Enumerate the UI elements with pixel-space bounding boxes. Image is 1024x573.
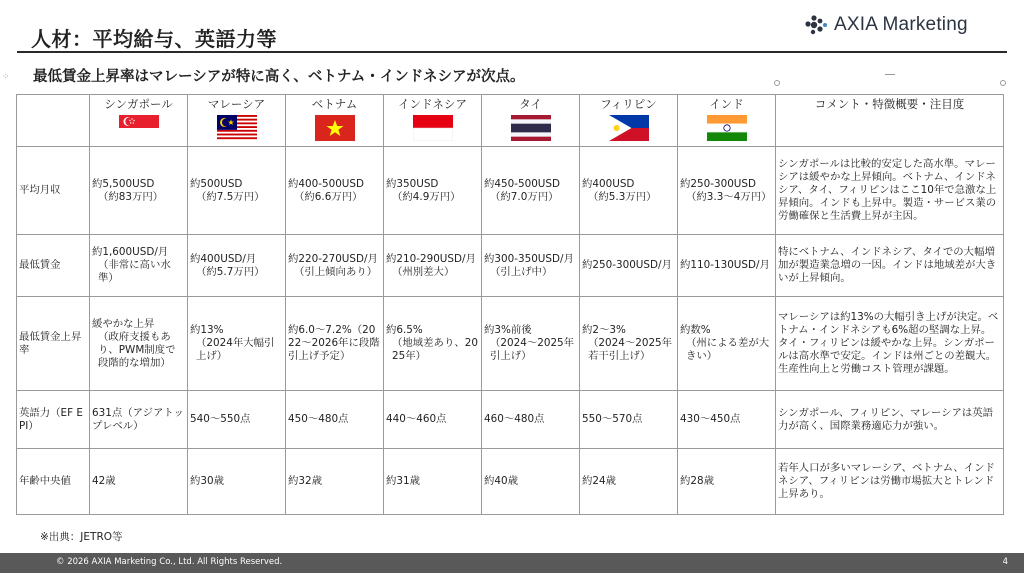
column-header	[286, 95, 384, 147]
comment-cell: 特にベトナム、インドネシア、タイでの大幅増加が製造業急増の一因。インドは地域差が大きいが上昇傾向。	[776, 235, 1004, 297]
table-cell	[580, 449, 678, 515]
table-cell	[90, 147, 188, 235]
table-cell	[678, 449, 776, 515]
indonesia-flag-icon	[413, 115, 453, 141]
cell-note: （約83万円）	[98, 190, 164, 203]
cell-value: 約数%	[680, 324, 711, 336]
cell-note: （政府支援もあり、PWM制度で段階的な増加）	[98, 330, 176, 369]
table-cell	[90, 391, 188, 449]
cell-note: （非常に高い水準）	[98, 259, 171, 284]
india-flag-icon	[707, 115, 747, 141]
resize-handle-icon[interactable]	[774, 80, 780, 86]
cell-note: （約5.7万円）	[196, 265, 265, 278]
cell-value: 約13%	[190, 324, 224, 336]
cell-value: 約350USD	[386, 177, 439, 190]
country-name: フィリピン	[600, 97, 657, 111]
table-cell	[580, 147, 678, 235]
cell-value: 約2～3%	[582, 324, 626, 336]
comment-cell: シンガポール、フィリピン、マレーシアは英語力が高く、国際業務適応力が強い。	[776, 391, 1004, 449]
table-row-average-salary	[17, 147, 1004, 235]
table-cell	[90, 235, 188, 297]
country-name: タイ	[519, 97, 542, 111]
row-label: 最低賃金上昇率	[17, 297, 90, 391]
table-cell	[286, 449, 384, 515]
table-row-minimum-wage	[17, 235, 1004, 297]
table-header-row	[17, 95, 1004, 147]
cell-value: 約5,500USD	[92, 177, 155, 190]
cell-value: 440～460点	[386, 413, 447, 425]
thailand-flag-icon	[511, 115, 551, 141]
cell-value: 540～550点	[190, 413, 251, 425]
cell-value: 約300-350USD/月	[484, 252, 574, 265]
cell-value: 約250-300USD/月	[582, 259, 672, 271]
column-header	[188, 95, 286, 147]
table-row-english-proficiency	[17, 391, 1004, 449]
row-label: 最低賃金	[17, 235, 90, 297]
table-cell	[482, 391, 580, 449]
logo-text: AXIA Marketing	[834, 14, 968, 35]
malaysia-flag-icon	[217, 115, 257, 141]
cell-value: 430～450点	[680, 413, 741, 425]
source-note: ※出典：JETRO等	[40, 531, 123, 543]
table-cell	[384, 391, 482, 449]
cell-note: （約7.5万円）	[196, 190, 265, 203]
singapore-flag-icon	[119, 115, 159, 141]
cell-note: （約6.6万円）	[294, 190, 363, 203]
cell-value: 450～480点	[288, 413, 349, 425]
table-cell	[482, 147, 580, 235]
table-cell	[580, 391, 678, 449]
table-cell	[482, 235, 580, 297]
cell-value: 約30歳	[190, 475, 225, 487]
table-row-wage-growth	[17, 297, 1004, 391]
cell-note: （2024～2025年引上げ）	[490, 337, 575, 362]
cell-value: 約400USD	[582, 177, 635, 190]
comment-column-header	[776, 95, 1004, 147]
cell-value: 631点（アジアトップレベル）	[92, 406, 184, 432]
cell-value: 約28歳	[680, 475, 715, 487]
table-cell	[384, 449, 482, 515]
country-name: シンガポール	[104, 97, 173, 111]
cell-note: （2024～2025年若干引上げ）	[588, 337, 673, 362]
empty-corner-cell	[17, 95, 90, 147]
vietnam-flag-icon	[315, 115, 355, 141]
copyright-text: © 2026 AXIA Marketing Co., Ltd. All Rights Reserved.	[56, 557, 283, 567]
table-cell	[286, 297, 384, 391]
cell-value: 550～570点	[582, 413, 643, 425]
cell-value: 約6.5%	[386, 324, 423, 336]
cell-value: 約40歳	[484, 475, 519, 487]
cell-value: 約24歳	[582, 475, 617, 487]
cell-value: 460～480点	[484, 413, 545, 425]
cell-value: 約400USD/月	[190, 252, 257, 265]
table-cell	[188, 147, 286, 235]
cell-value: 約31歳	[386, 475, 421, 487]
table-cell	[678, 147, 776, 235]
country-name: マレーシア	[207, 97, 266, 111]
table-cell	[678, 235, 776, 297]
table-cell	[580, 235, 678, 297]
country-name: インド	[709, 97, 744, 111]
page-number: 4	[1002, 557, 1008, 567]
row-label: 英語力（EF EPI）	[17, 391, 90, 449]
table-cell	[678, 297, 776, 391]
cell-value: 約500USD	[190, 177, 243, 190]
table-cell	[188, 235, 286, 297]
cell-value: 緩やかな上昇	[92, 317, 155, 330]
cell-note: （約3.3～4万円）	[686, 190, 772, 203]
column-header	[678, 95, 776, 147]
table-cell	[482, 449, 580, 515]
cell-value: 約400-500USD	[288, 177, 365, 190]
table-cell	[286, 147, 384, 235]
table-cell	[188, 449, 286, 515]
cell-value: 約210-290USD/月	[386, 252, 476, 265]
cell-note: （地域差あり、2025年）	[392, 337, 478, 362]
cell-note: （2024年大幅引上げ）	[196, 337, 275, 362]
cell-value: 約110-130USD/月	[680, 259, 770, 271]
comment-cell: シンガポールは比較的安定した高水準。マレーシアは緩やかな上昇傾向。ベトナム、インドネシア、タイ、フィリピンはここ10年で急激な上昇傾向。インドも上昇中。製造・サービス業の労働確保と生活費上昇が主因。	[776, 147, 1004, 235]
comment-header-label: コメント・特徴概要・注目度	[814, 97, 965, 111]
cell-note: （州別差大）	[392, 265, 455, 278]
table-cell	[482, 297, 580, 391]
page-title: 人材：平均給与、英語力等	[31, 27, 277, 51]
table-row-median-age	[17, 449, 1004, 515]
comment-cell: 若年人口が多いマレーシア、ベトナム、インドネシア、フィリピンは労働市場拡大とトレンド上昇あり。	[776, 449, 1004, 515]
cell-value: 約250-300USD	[680, 177, 757, 190]
table-cell	[90, 297, 188, 391]
cell-value: 約6.0～7.2%（2022～2026年に段階引上げ予定）	[288, 324, 380, 362]
cell-note: （州による差が大きい）	[686, 337, 770, 362]
company-logo	[804, 14, 968, 36]
row-label: 平均月収	[17, 147, 90, 235]
country-name: ベトナム	[311, 97, 358, 111]
table-cell	[384, 147, 482, 235]
cell-value: 約220-270USD/月	[288, 252, 378, 265]
column-header	[384, 95, 482, 147]
title-divider	[17, 51, 1007, 53]
row-label: 年齢中央値	[17, 449, 90, 515]
table-cell	[580, 297, 678, 391]
table-cell	[90, 449, 188, 515]
cell-value: 約1,600USD/月	[92, 246, 169, 258]
comparison-table	[16, 94, 1004, 515]
table-cell	[384, 297, 482, 391]
column-header	[90, 95, 188, 147]
table-cell	[188, 391, 286, 449]
cell-note: （約5.3万円）	[588, 190, 657, 203]
table-cell	[286, 391, 384, 449]
table-cell	[286, 235, 384, 297]
comment-cell: マレーシアは約13%の大幅引き上げが決定。ベトナム・インドネシアも6%超の堅調な上昇。タイ・フィリピンは緩やかな上昇。シンガポールは高水準で安定。インドは州ごとの差観大。生産性向上と労働コスト管理が課題。	[776, 297, 1004, 391]
axia-logo-icon	[804, 14, 830, 36]
table-cell	[188, 297, 286, 391]
column-header	[580, 95, 678, 147]
cell-note: （引上げ中）	[490, 265, 553, 278]
cell-note: （引上傾向あり）	[294, 265, 378, 278]
country-name: インドネシア	[398, 97, 467, 111]
column-header	[482, 95, 580, 147]
cell-note: （約7.0万円）	[490, 190, 559, 203]
table-cell	[678, 391, 776, 449]
philippines-flag-icon	[609, 115, 649, 141]
move-handle-icon[interactable]: ⁘	[2, 72, 10, 82]
cell-value: 約32歳	[288, 475, 323, 487]
cell-value: 約450-500USD	[484, 177, 561, 190]
cell-note: （約4.9万円）	[392, 190, 461, 203]
subtitle: 最低賃金上昇率はマレーシアが特に高く、ベトナム・インドネシアが次点。	[33, 69, 525, 85]
table-cell	[384, 235, 482, 297]
resize-handle-mark	[885, 74, 895, 75]
cell-value: 42歳	[92, 475, 116, 487]
cell-value: 約3%前後	[484, 324, 532, 336]
resize-handle-icon[interactable]	[1000, 80, 1006, 86]
